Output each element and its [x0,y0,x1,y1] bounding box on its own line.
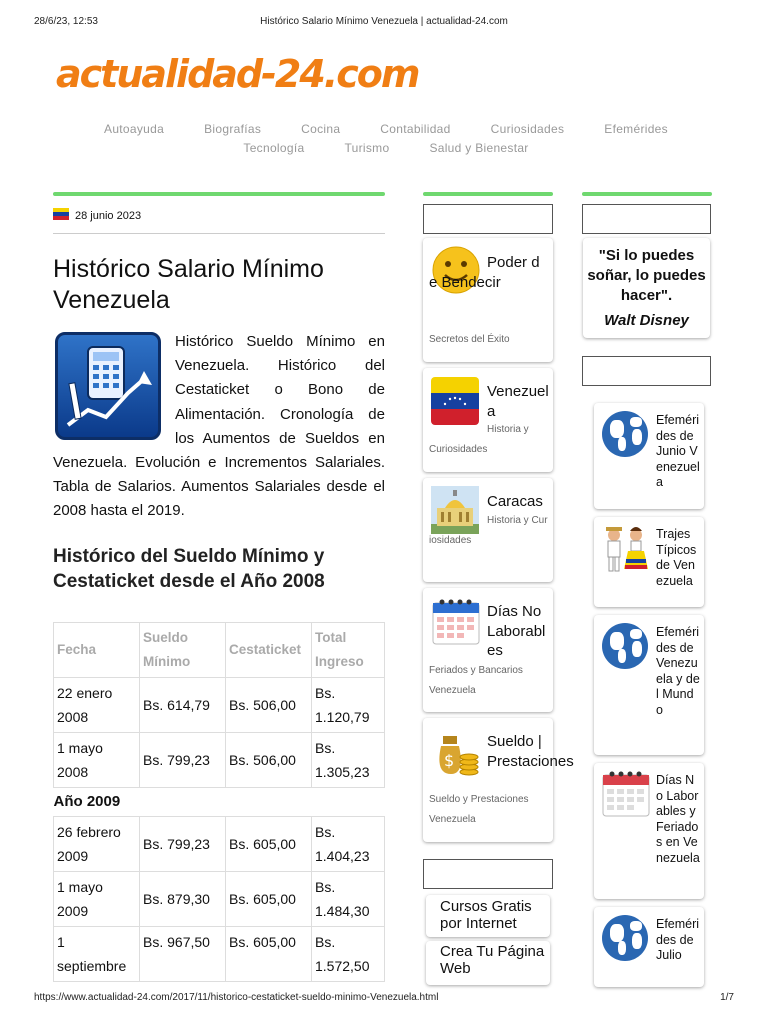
card-title: Efemérides de Julio [656,917,700,962]
link-label: Crea Tu Página Web [440,943,545,977]
print-url: https://www.actualidad-24.com/2017/11/historico-cestaticket-sueldo-minimo-Venezuela.html [34,992,439,1003]
money-bag-icon [431,726,479,783]
cell-date: 1 mayo 2009 [54,871,140,926]
cell-cestaticket: Bs. 605,00 [226,816,312,871]
print-title: Histórico Salario Mínimo Venezuela | actualidad-24.com [260,16,508,27]
quote-author: Walt Disney [604,312,689,329]
site-logo[interactable]: actualidad-24.com [56,52,419,96]
nav-item-turismo[interactable]: Turismo [344,141,390,155]
card-venezuela[interactable] [423,368,553,472]
article [53,192,385,982]
right-sidebar-box[interactable] [582,204,711,234]
card-dias-no-laborables-feriados[interactable] [594,763,704,899]
cell-total: Bs. 1.484,30 [312,871,385,926]
cell-date: 26 febrero 2009 [54,816,140,871]
cell-date: 1 septiembre [54,926,140,981]
article-intro-text: Histórico Sueldo Mínimo en Venezuela. Histórico del Cestaticket o Bono de Alimentación. Cronología de los Aumentos de Sueldos en Venezuela. Evolución e Incrementos Salariales. Tabla de Salarios. Aumentos Salariales desde el 2008 hasta el 2019. [53,333,385,520]
svg-text:$: $ [444,751,455,770]
card-title: Caracas [487,493,543,510]
card-category: Sueldo y Prestaciones Venezuela [429,794,529,825]
main-nav [56,120,716,158]
cell-total: Bs. 1.572,50 [312,926,385,981]
table-row [54,677,385,732]
card-trajes-tipicos[interactable] [594,517,704,607]
cell-cestaticket: Bs. 605,00 [226,871,312,926]
card-efemerides-julio[interactable] [594,907,704,987]
link-cursos-gratis[interactable] [426,895,550,937]
calendar-icon [602,769,650,822]
cell-salary: Bs. 879,30 [140,871,226,926]
card-title: Venezuela [487,383,549,420]
sidebar-search-box[interactable] [423,204,553,234]
venezuela-flag-icon [53,208,69,220]
right-top-bar [582,192,712,196]
nav-item-efemerides[interactable]: Efemérides [604,122,668,136]
venezuela-flag-icon [431,377,479,425]
table-row [54,871,385,926]
globe-icon [602,623,648,669]
calculator-chart-icon [55,332,161,440]
calendar-icon [432,597,480,650]
section-heading: Histórico del Sueldo Mínimo y Cestaticket desde el Año 2008 [53,545,325,592]
col-sueldo: Sueldo Mínimo [140,622,226,677]
card-title: Sueldo | Prestaciones [487,733,574,770]
salary-table [53,622,385,982]
link-label: Cursos Gratis por Internet [440,898,532,932]
cell-total: Bs. 1.404,23 [312,816,385,871]
card-title: Efemérides de Venezuela y del Mundo [656,625,700,717]
card-category: Historia y Curiosidades [429,424,529,455]
cell-salary: Bs. 614,79 [140,677,226,732]
middle-top-bar [423,192,553,196]
print-page-number: 1/7 [720,992,734,1003]
article-date-row [53,198,385,234]
card-efemerides-junio[interactable] [594,403,704,509]
card-title: Trajes Típicos de Venezuela [656,527,697,588]
cell-salary: Bs. 967,50 [140,926,226,981]
quote-card [583,238,710,338]
cell-date: 1 mayo 2008 [54,732,140,787]
cell-cestaticket: Bs. 506,00 [226,677,312,732]
card-efemerides-venezuela-mundo[interactable] [594,615,704,755]
link-crea-pagina-web[interactable] [426,941,550,985]
article-date: 28 junio 2023 [75,209,142,222]
card-dias-no-laborables[interactable] [423,588,553,712]
cell-total: Bs. 1.120,79 [312,677,385,732]
card-category: Historia y Curiosidades [429,515,548,546]
article-intro [53,330,385,524]
col-fecha: Fecha [54,622,140,677]
cell-cestaticket: Bs. 605,00 [226,926,312,981]
cell-salary: Bs. 799,23 [140,816,226,871]
nav-item-cocina[interactable]: Cocina [301,122,341,136]
nav-item-contabilidad[interactable]: Contabilidad [380,122,451,136]
card-poder-de-bendecir[interactable] [423,238,553,362]
year-label: Año 2009 [53,792,121,810]
sidebar-box-2[interactable] [423,859,553,889]
card-category: Feriados y Bancarios Venezuela [429,665,523,696]
table-row [54,732,385,787]
table-row [54,816,385,871]
card-category: Secretos del Éxito [429,334,510,345]
table-header-row [54,622,385,677]
globe-icon [602,411,648,457]
cell-total: Bs. 1.305,23 [312,732,385,787]
print-date: 28/6/23, 12:53 [34,16,98,27]
col-total: Total Ingreso [312,622,385,677]
middle-sidebar [423,204,553,234]
page-title: Histórico Salario Mínimo Venezuela [53,255,324,314]
globe-icon [602,915,648,961]
card-title: Efemérides de Junio Venezuela [656,413,700,489]
card-title: Días No Laborables y Feriados en Venezuela [656,773,700,865]
nav-item-tecnologia[interactable]: Tecnología [243,141,305,155]
table-row [54,926,385,981]
nav-item-salud[interactable]: Salud y Bienestar [429,141,529,155]
quote-text: "Si lo puedes soñar, lo puedes hacer". [587,247,706,304]
card-sueldo-prestaciones[interactable] [423,718,574,842]
cell-date: 22 enero 2008 [54,677,140,732]
nav-item-biografias[interactable]: Biografías [204,122,262,136]
cell-salary: Bs. 799,23 [140,732,226,787]
right-sidebar-box-2[interactable] [582,356,711,386]
col-cestaticket: Cestaticket [226,622,312,677]
nav-item-curiosidades[interactable]: Curiosidades [490,122,565,136]
year-row [54,787,385,816]
card-caracas[interactable] [423,478,553,582]
card-title: Días No Laborables [487,603,546,659]
card-title: Poder de Bendecir [429,254,540,291]
cell-cestaticket: Bs. 506,00 [226,732,312,787]
nav-item-autoayuda[interactable]: Autoayuda [104,122,165,136]
traditional-costume-icon [600,523,650,580]
